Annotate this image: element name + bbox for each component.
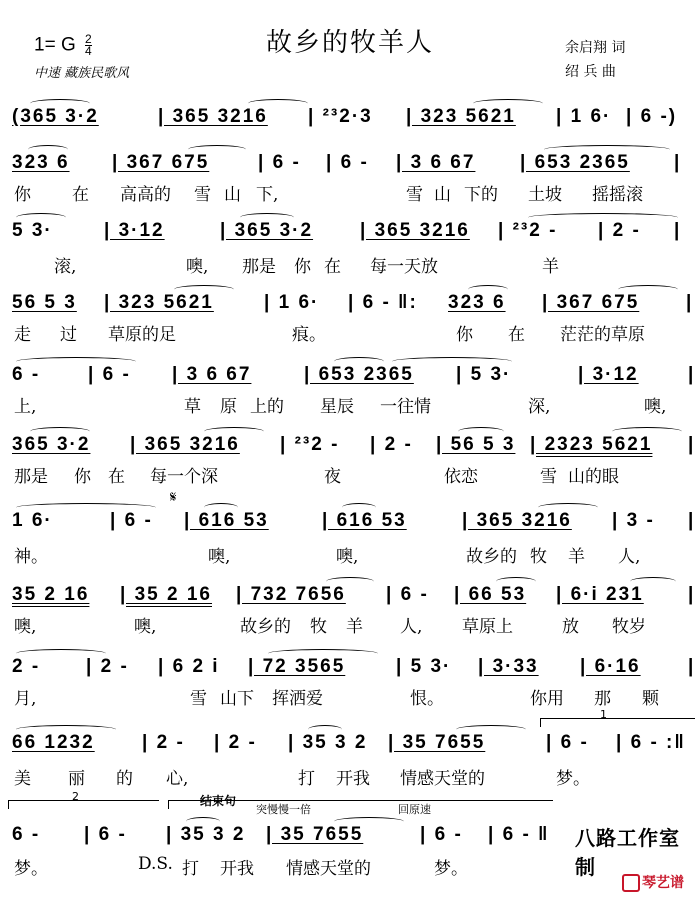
measure: | 2 -	[142, 732, 185, 753]
lyric: 山	[224, 185, 241, 205]
lyric: 草原的足	[108, 325, 176, 345]
measure: | 56 5 3	[436, 434, 516, 455]
tempo-marking: 中速 藏族民歌风	[34, 66, 130, 81]
measure: | 6 - :‖	[616, 732, 686, 753]
notation-line	[8, 218, 692, 244]
slur	[528, 213, 678, 222]
measure: 66 1232	[12, 732, 95, 753]
measure: (365 3·2	[12, 106, 99, 127]
lyric: 高高的	[120, 185, 171, 205]
barline: |	[674, 220, 682, 241]
measure: | 365 3216	[130, 434, 240, 455]
slur	[468, 285, 508, 294]
lyric: 故乡的	[466, 547, 517, 567]
measure: | 653 2365	[520, 152, 630, 173]
slur	[240, 213, 294, 222]
lyric: 牧	[310, 617, 327, 637]
measure: | 2 -	[598, 220, 641, 241]
lyric: 打	[182, 859, 199, 879]
meter-top: 2	[85, 32, 92, 46]
key-label: 1= G	[34, 34, 76, 56]
measure: | 6 - ‖:	[348, 292, 418, 313]
volta-2-bracket	[8, 800, 159, 809]
measure: 1 6·	[12, 510, 53, 531]
lyric: 噢,	[134, 617, 157, 637]
studio-credit: 八路工作室 制	[575, 826, 680, 879]
measure: | ²³2·3	[308, 106, 373, 127]
lyric: 梦。	[434, 859, 468, 879]
lyric: 深,	[528, 397, 551, 417]
lyric: 羊	[568, 547, 585, 567]
slur	[612, 427, 682, 436]
lyric: 山	[434, 185, 451, 205]
measure: | 6 2 i	[158, 656, 220, 677]
measure: | 3·12	[578, 364, 639, 385]
key-signature	[34, 34, 92, 57]
measure: 6 -	[12, 824, 41, 845]
resume-tempo-marking: 回原速	[398, 803, 431, 816]
lyric: 你用	[530, 689, 564, 709]
lyric: 你	[74, 467, 91, 487]
notation-line	[8, 654, 696, 680]
lyric: 开我	[220, 859, 254, 879]
composer-credit: 绍 兵 曲	[565, 64, 616, 80]
slur	[268, 649, 378, 658]
barline: |	[688, 656, 696, 677]
lyric: 颗	[642, 689, 659, 709]
lyrics-line	[8, 764, 692, 788]
measure: 6 -	[12, 364, 41, 385]
notation-line	[8, 362, 696, 388]
lyrics-line	[8, 320, 692, 344]
lyrics-line	[8, 392, 692, 416]
lyric: 雪	[194, 185, 211, 205]
time-signature	[85, 34, 92, 57]
measure: | 6 -	[258, 152, 301, 173]
measure: | 35 7655	[388, 732, 486, 753]
lyric: 夜	[324, 467, 341, 487]
lyric: 羊	[346, 617, 363, 637]
barline: |	[688, 434, 696, 455]
lyric: 噢,	[14, 617, 37, 637]
barline: |	[686, 292, 694, 313]
slur	[188, 145, 246, 154]
slowdown-marking: 突慢慢一倍	[256, 803, 311, 816]
slur	[30, 99, 90, 108]
lyric: 上,	[14, 397, 37, 417]
measure: 5 3·	[12, 220, 53, 241]
slur	[16, 503, 156, 512]
lyrics-line	[8, 612, 692, 636]
lyric: 草原上	[462, 617, 513, 637]
measure: | 3 -	[612, 510, 655, 531]
barline: |	[688, 584, 696, 605]
lyric: 放	[562, 617, 579, 637]
measure: | 6 -)	[626, 106, 678, 127]
lyric: 情感天堂的	[400, 769, 485, 789]
barline: |	[688, 510, 696, 531]
lyrics-line	[8, 684, 692, 708]
site-logo-text: 琴艺谱	[642, 875, 684, 891]
lyric: 噢,	[186, 257, 209, 277]
lyric: 你	[14, 185, 31, 205]
lyric: 神。	[14, 547, 48, 567]
measure: | 2 -	[86, 656, 129, 677]
slur	[28, 145, 68, 154]
measure: | 6 -	[84, 824, 127, 845]
lyric: 牧岁	[612, 617, 646, 637]
measure: 323 6	[448, 292, 506, 313]
slur	[16, 213, 66, 222]
notation-line	[8, 150, 692, 176]
barline: |	[674, 152, 682, 173]
lyric: 雪	[190, 689, 207, 709]
slur	[544, 145, 670, 154]
measure: | 365 3216	[462, 510, 572, 531]
lyric: 雪	[540, 467, 557, 487]
notation-line	[8, 432, 696, 458]
lyric: D.S.	[138, 854, 173, 874]
slur	[456, 725, 526, 734]
lyric: 依恋	[444, 467, 478, 487]
measure: | ²³2 -	[498, 220, 558, 241]
lyric: 山下	[220, 689, 254, 709]
notation-line	[8, 290, 692, 316]
lyric: 美	[14, 769, 31, 789]
measure: 2 -	[12, 656, 41, 677]
slur	[392, 357, 512, 366]
slur	[16, 649, 106, 658]
measure: | 6·i 231	[556, 584, 644, 605]
slur	[618, 285, 678, 294]
measure: 323 6	[12, 152, 70, 173]
measure: | 66 53	[454, 584, 527, 605]
slur	[342, 503, 376, 512]
lyric: 情感天堂的	[286, 859, 371, 879]
site-logo	[622, 872, 684, 892]
slur	[30, 427, 90, 436]
slur	[458, 427, 504, 436]
barline: |	[688, 364, 696, 385]
volta-1-label: 1	[600, 708, 607, 721]
slur	[186, 817, 220, 826]
measure: | ²³2 -	[280, 434, 340, 455]
lyric: 梦。	[556, 769, 590, 789]
lyric: 过	[60, 325, 77, 345]
measure: | 6 -	[420, 824, 463, 845]
measure: | 6 - ‖	[488, 824, 550, 845]
lyric: 人,	[400, 617, 423, 637]
lyric: 丽	[68, 769, 85, 789]
lyric: 草	[184, 397, 201, 417]
lyric: 的	[116, 769, 133, 789]
lyric: 一往情	[380, 397, 431, 417]
lyric: 山的眼	[568, 467, 619, 487]
lyric: 牧	[530, 547, 547, 567]
measure: | 35 3 2	[288, 732, 368, 753]
slur	[16, 357, 136, 366]
lyric: 那是	[242, 257, 276, 277]
measure: | 35 3 2	[166, 824, 246, 845]
lyrics-line	[8, 462, 692, 486]
meter-bottom: 4	[85, 44, 92, 58]
lyric: 你	[294, 257, 311, 277]
measure: | 5 3·	[396, 656, 452, 677]
slur	[326, 577, 374, 586]
measure: | 732 7656	[236, 584, 346, 605]
lyric: 下,	[256, 185, 279, 205]
lyric: 那是	[14, 467, 48, 487]
slur	[308, 725, 342, 734]
segno-sign: 𝄋	[170, 488, 177, 506]
measure: | 367 675	[112, 152, 210, 173]
notation-line	[8, 730, 692, 756]
lyric: 每一天放	[370, 257, 438, 277]
lyric: 茫茫的草原	[560, 325, 645, 345]
volta-1-bracket	[540, 718, 695, 727]
lyric: 故乡的	[240, 617, 291, 637]
lyric: 在	[508, 325, 525, 345]
volta-2-label: 2	[72, 790, 79, 803]
measure: | 3·12	[104, 220, 165, 241]
lyric: 走	[14, 325, 31, 345]
slur	[334, 357, 384, 366]
measure: 35 2 16	[12, 584, 90, 605]
measure: | 6 -	[386, 584, 429, 605]
measure: 56 5 3	[12, 292, 77, 313]
measure: | 6 -	[110, 510, 153, 531]
lyric: 挥洒爱	[272, 689, 323, 709]
measure: | 1 6·	[556, 106, 612, 127]
slur	[204, 427, 264, 436]
measure: | 616 53	[184, 510, 269, 531]
lyric: 恨。	[410, 689, 444, 709]
lyric: 噢,	[336, 547, 359, 567]
slur	[538, 503, 598, 512]
lyric: 星辰	[320, 397, 354, 417]
lyrics-line	[8, 180, 692, 204]
measure: | 3·33	[478, 656, 539, 677]
measure: | 5 3·	[456, 364, 512, 385]
notation-line	[8, 582, 696, 608]
measure: | 2 -	[214, 732, 257, 753]
measure: | 35 2 16	[120, 584, 212, 605]
lyric: 开我	[336, 769, 370, 789]
lyric: 人,	[618, 547, 641, 567]
lyric: 下的	[464, 185, 498, 205]
lyric: 雪	[406, 185, 423, 205]
slur	[630, 577, 676, 586]
measure: | 323 5621	[406, 106, 516, 127]
lyric: 滚,	[54, 257, 77, 277]
lyric: 在	[108, 467, 125, 487]
measure: | 72 3565	[248, 656, 346, 677]
lyric: 噢,	[208, 547, 231, 567]
measure: | 2323 5621	[530, 434, 653, 455]
slur	[334, 817, 404, 826]
lyric: 痕。	[292, 325, 326, 345]
measure: | 3 6 67	[172, 364, 252, 385]
measure: | 35 7655	[266, 824, 364, 845]
measure: | 323 5621	[104, 292, 214, 313]
lyric: 梦。	[14, 859, 48, 879]
measure: | 6 -	[546, 732, 589, 753]
lyric: 在	[72, 185, 89, 205]
lyric: 月,	[14, 689, 37, 709]
logo-icon	[622, 874, 640, 892]
lyric: 在	[324, 257, 341, 277]
measure: | 2 -	[370, 434, 413, 455]
lyric: 上的	[250, 397, 284, 417]
measure: | 6 -	[326, 152, 369, 173]
lyric: 原	[220, 397, 237, 417]
notation-line	[8, 508, 696, 534]
measure: | 6 -	[88, 364, 131, 385]
slur	[248, 99, 308, 108]
lyrics-line	[8, 542, 692, 566]
measure: | 6·16	[580, 656, 641, 677]
slur	[16, 725, 116, 734]
measure: | 653 2365	[304, 364, 414, 385]
slur	[174, 285, 234, 294]
measure: | 3 6 67	[396, 152, 476, 173]
lyric: 你	[456, 325, 473, 345]
slur	[496, 577, 536, 586]
lyric: 那	[594, 689, 611, 709]
measure: | 365 3216	[158, 106, 268, 127]
coda-label: 结束句	[200, 794, 237, 808]
slur	[473, 99, 543, 108]
measure: | 365 3·2	[220, 220, 314, 241]
lyric: 羊	[542, 257, 559, 277]
measure: | 367 675	[542, 292, 640, 313]
slur	[204, 503, 238, 512]
measure: 365 3·2	[12, 434, 91, 455]
lyric: 每一个深	[150, 467, 218, 487]
lyric: 土坡	[528, 185, 562, 205]
lyrics-line	[8, 252, 692, 276]
lyricist-credit: 余启翔 词	[565, 40, 626, 56]
song-title: 故乡的牧羊人	[265, 28, 434, 58]
notation-line	[8, 104, 692, 130]
lyric: 打	[298, 769, 315, 789]
measure: | 365 3216	[360, 220, 470, 241]
lyric: 噢,	[644, 397, 667, 417]
measure: | 616 53	[322, 510, 407, 531]
lyric: 摇摇滚	[592, 185, 643, 205]
measure: | 1 6·	[264, 292, 320, 313]
lyric: 心,	[166, 769, 189, 789]
